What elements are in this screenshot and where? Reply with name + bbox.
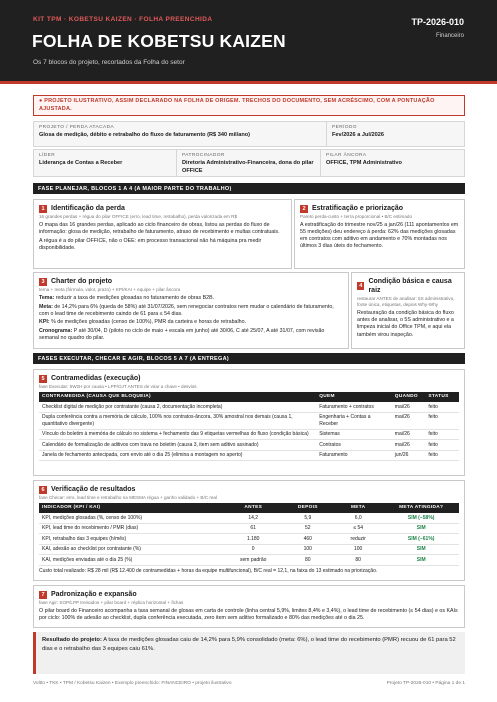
block-note: restaurar ANTES de analisar: 5S administrativo, fonte única, etiquetas, depois Why-Why xyxy=(357,296,455,308)
meta-sponsor xyxy=(177,149,321,177)
table-header: QUANDO xyxy=(392,392,426,402)
block-title: Charter do projeto xyxy=(51,278,113,285)
goal-met-badge: SIM xyxy=(383,523,459,534)
block-3-charter xyxy=(33,272,349,349)
block-2-stratification xyxy=(294,199,465,269)
results-table xyxy=(39,503,459,566)
doc-unit: Financeiro xyxy=(435,33,464,39)
block-text: A régua é a do pilar OFFICE, não o OEE: em processo transacional não há máquina pra medir disponibilidade. xyxy=(39,237,262,251)
table-header: QUEM xyxy=(316,392,392,402)
table-row: KAI, adesão ao checklist por contratante (%) 0 100 100 SIM xyxy=(39,544,459,555)
table-header: INDICADOR (KPI / KAI) xyxy=(39,503,224,513)
meta-pillar-value: OFFICE, TPM Administrativo xyxy=(326,160,402,167)
meta-pillar-label: PILAR ÂNCORA xyxy=(326,153,367,158)
cost-benefit-note: Custo total realizado: R$ 28 mil (R$ 12.400 de contramedidas + horas da equipe multifuncional), B/C real = 12,1, na faixa do 13 estimado na priorização. xyxy=(39,567,378,574)
goal-met-badge: SIM (−58%) xyxy=(383,513,459,523)
table-row: KAI, medições enviadas até o dia 25 (%) sem padrão 80 80 SIM xyxy=(39,555,459,566)
charter-tema: Tema: reduzir a taxa de medições glosadas no faturamento de obras B2B. xyxy=(39,295,215,302)
page-header xyxy=(0,0,497,81)
table-header: CONTRAMEDIDA (CAUSA QUE BLOQUEIA) xyxy=(39,392,316,402)
table-row: KPI, medições glosadas (%, censo de 100%) 14,2 5,9 6,0 SIM (−58%) xyxy=(39,513,459,523)
footer-page: Projeto TP-2026-010 • Página 1 de 1 xyxy=(386,681,465,686)
goal-met-badge: SIM (−61%) xyxy=(383,534,459,545)
project-result xyxy=(33,632,465,674)
meta-row-1 xyxy=(33,121,465,147)
phase-band-plan: FASE PLANEJAR, BLOCOS 1 A 4 (A MAIOR PARTE DO TRABALHO) xyxy=(33,183,465,194)
meta-leader xyxy=(33,149,177,177)
block-4-root-cause xyxy=(351,272,465,349)
block-note: Pareto perda-custo + terra proporcional • B/C estimado xyxy=(300,214,413,220)
block-note: tema + meta (fórmula, valor, prazo) + KPI/KAI + equipe + pilar âncora xyxy=(39,287,181,293)
countermeasures-table xyxy=(39,392,459,461)
block-title: Verificação de resultados xyxy=(51,486,136,493)
block-note: fase Executar: 5W2H por causa • LPP/OJT ANTES de virar a chave • desvios xyxy=(39,384,197,390)
doc-code: TP-2026-010 xyxy=(411,17,464,27)
block-note: 16 grandes perdas + régua do pilar OFFICE (erro, lead time, retrabalho), perda valorizada em R$ xyxy=(39,214,238,220)
block-title: Padronização e expansão xyxy=(51,591,137,598)
block-number: 2 xyxy=(300,205,308,213)
block-number: 6 xyxy=(39,486,47,494)
block-title: Estratificação e priorização xyxy=(312,205,404,212)
goal-met-badge: SIM xyxy=(383,544,459,555)
page-subtitle: Os 7 blocos do projeto, recortados da Folha do setor xyxy=(33,59,185,66)
table-row: Janela de fechamento antecipada, com envio até o dia 25 (elimina a montagem no aperto) Faturamento jun/26 feito xyxy=(39,450,459,461)
table-row: KPI, retrabalho das 3 equipes (h/mês) 1.180 460 reduzir SIM (−61%) xyxy=(39,534,459,545)
block-number: 3 xyxy=(39,278,47,286)
meta-leader-label: LÍDER xyxy=(39,153,56,158)
meta-period xyxy=(327,121,465,147)
block-number: 7 xyxy=(39,591,47,599)
page-footer xyxy=(33,681,465,687)
block-5-countermeasures xyxy=(33,369,465,476)
table-header: STATUS xyxy=(425,392,459,402)
meta-loss-value: Glosa de medição, débito e retrabalho do fluxo de faturamento (R$ 340 mil/ano) xyxy=(39,132,251,139)
block-text: O pilar board do Financeiro acompanha a taxa semanal de glosas em carta de controle (linha central 5,9%, limites 8,4% e 3,4%), o lead time de recebimento (≤ 54 dias) e os KAIs por ciclo: 100% de adesão ao checklist, dupla conferência executada, zero item sem aditivo formalizado e 80% das medições até o dia 25. xyxy=(39,608,458,622)
charter-cronograma: Cronograma: P até 30/04, D (piloto no ciclo de maio + escala em junho) até 30/06, C até 25/07, A até 31/07, com revisão semanal no quadro do pilar. xyxy=(39,328,325,342)
table-row: KPI, lead time do recebimento / PMR (dias) 61 52 ≤ 54 SIM xyxy=(39,523,459,534)
illustrative-notice: ● PROJETO ILUSTRATIVO, ASSIM DECLARADO NA FOLHA DE ORIGEM. TRECHOS DO DOCUMENTO, SEM ACRÉSCIMO, COM A PONTUAÇÃO AJUSTADA. xyxy=(33,95,465,116)
phase-band-act: FASES EXECUTAR, CHECAR E AGIR, BLOCOS 5 A 7 (A ENTREGA) xyxy=(33,353,465,364)
meta-period-value: Fev/2026 a Jul/2026 xyxy=(332,132,384,139)
block-title: Identificação da perda xyxy=(51,205,125,212)
charter-meta: Meta: de 14,2% para 6% (queda de 58%) até 31/07/2026, sem renegociar contratos nem mudar o calendário de faturamento, com o lead time de recebimento caindo de 61 para ≤ 54 dias. xyxy=(39,303,334,317)
result-label: Resultado do projeto: xyxy=(42,637,102,643)
header-accent-rule xyxy=(0,81,497,84)
charter-kpi: KPI: % de medições glosadas (censo de 100%), PMR da carteira e horas de retrabalho. xyxy=(39,319,246,326)
meta-leader-value: Liderança de Contas a Receber xyxy=(39,160,123,167)
goal-met-badge: SIM xyxy=(383,555,459,566)
header-kicker: KIT TPM · KOBETSU KAIZEN · FOLHA PREENCHIDA xyxy=(33,16,213,23)
block-text: A estratificação do trimestre nov/25 a jan/26 (111 apontamentos em 55 medições) deu endereço à perda: 62% das medições glosadas em contratos com aditivo em andamento e 70% montadas nos últimos 3 dias úteis do fechamento. xyxy=(300,222,459,250)
block-text: Restauração da condição básica do fluxo antes de analisar, o 5S administrativo e a limpeza inicial do Office TPM, e aqui ela também virou inspeção. xyxy=(357,310,454,338)
block-7-standardization xyxy=(33,585,465,628)
page-title: FOLHA DE KOBETSU KAIZEN xyxy=(32,31,286,51)
block-number: 1 xyxy=(39,205,47,213)
block-note: fase Checar: erro, lead time e retrabalho na MESMA régua + ganho validado + B/C real xyxy=(39,495,217,501)
block-1-loss-identification xyxy=(33,199,292,269)
table-row: Calendário de formalização de aditivos com trava no boletim (causa 3, item sem aditivo assinado) Contratos mai/26 feito xyxy=(39,440,459,451)
footer-left: Voltto • TKK • TPM / Kobetsu Kaizen • Exemplo preenchido: FINANCEIRO • projeto ilustrativo xyxy=(33,681,232,686)
table-header: META ATINGIDA? xyxy=(383,503,459,513)
meta-period-label: PERÍODO xyxy=(332,125,357,130)
block-number: 4 xyxy=(357,282,364,290)
table-header: META xyxy=(333,503,383,513)
table-row: Vínculo do boletim à memória de cálculo no sistema + fechamento das 9 etiquetas vermelhas do fluxo (condição básica) Sistemas mai/26 feito xyxy=(39,429,459,440)
meta-sponsor-value: Diretoria Administrativo-Financeira, dona do pilar OFFICE xyxy=(182,160,314,174)
block-text: O mapa das 16 grandes perdas, aplicado ao ciclo financeiro de obras, listou as perdas do fluxo de informação: glosa de medição, retrabalho de faturamento, atraso de recebimento e multas contratuais. xyxy=(39,222,280,236)
meta-sponsor-label: PATROCINADOR xyxy=(182,153,225,158)
table-row: Checklist digital de medição por contratante (causa 2, documentação incompleta) Faturamento + contratos mai/26 feito xyxy=(39,402,459,412)
block-title: Contramedidas (execução) xyxy=(51,375,141,382)
block-number: 5 xyxy=(39,375,47,383)
block-6-verification xyxy=(33,480,465,581)
result-text: A taxa de medições glosadas caiu de 14,2% para 5,9% consolidado (meta: 6%), o lead time do recebimento (PMR) recuou de 61 para 52 dias e o retrabalho das 3 equipes caiu 61%. xyxy=(42,637,456,652)
block-note: fase Agir: SOP/LPP treinados + pilar board + réplica horizontal + fichas xyxy=(39,600,184,606)
meta-loss xyxy=(33,121,327,147)
table-row: Dupla conferência contra a memória de cálculo, 100% nos contratos-âncora, 30% amostral nos demais (causa 1, quantitativo divergente) Engenharia + Contas a Receber mai/26 feito xyxy=(39,412,459,429)
block-title: Condição básica e causa raiz xyxy=(368,278,452,295)
meta-row-2 xyxy=(33,149,465,177)
table-header: DEPOIS xyxy=(283,503,333,513)
table-header: ANTES xyxy=(224,503,283,513)
meta-pillar xyxy=(321,149,465,177)
meta-loss-label: PROJETO / PERDA ATACADA xyxy=(39,125,115,130)
